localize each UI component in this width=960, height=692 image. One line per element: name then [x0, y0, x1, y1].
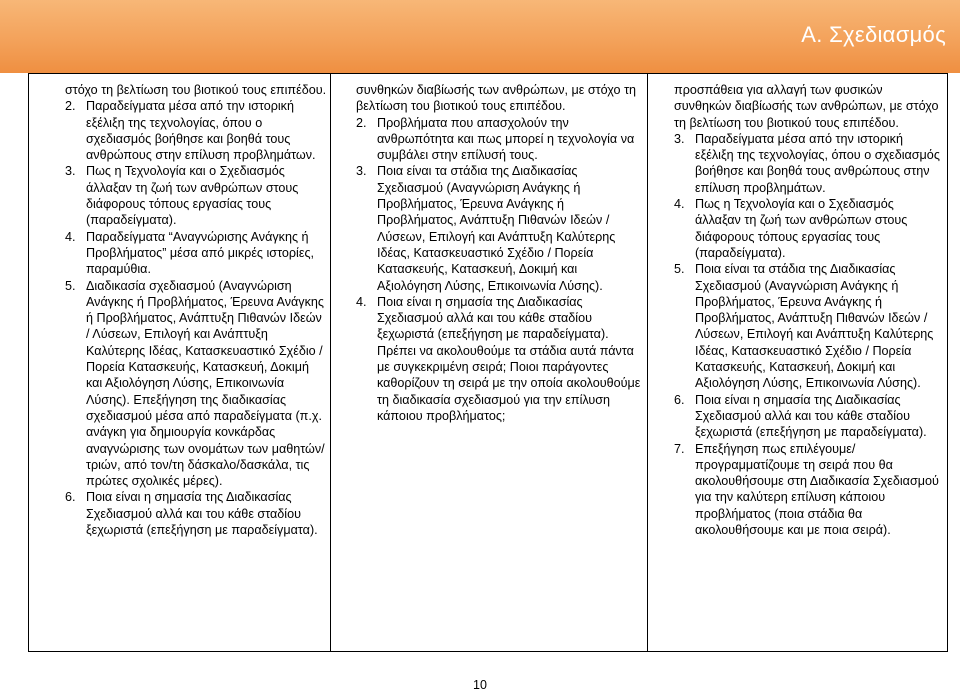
item-number: 4. — [674, 197, 685, 212]
column-divider — [330, 74, 331, 651]
list-item — [674, 392, 942, 441]
item-number: 5. — [674, 262, 685, 277]
list-item — [674, 441, 942, 539]
item-number: 3. — [356, 164, 367, 179]
numbered-list — [65, 98, 327, 538]
item-number: 4. — [356, 294, 367, 309]
column-3 — [674, 82, 942, 538]
item-number: 2. — [65, 99, 76, 114]
item-text: Ποια είναι τα στάδια της Διαδικασίας Σχεδιασμού (Αναγνώριση Ανάγκης ή Προβλήματος, Έρευνα Ανάγκης ή Προβλήματος, Ανάπτυξη Πιθανών Ιδεών / Λύσεων, Επιλογή και Ανάπτυξη Καλύτερης Ιδέας, Κατασκευαστικό Σχέδιο / Πορεία Κατασκευής, Κατασκευή, Δοκιμή και Αξιολόγηση Λύσης, Επικοινωνία Λύσης). — [695, 262, 934, 391]
list-item — [356, 115, 642, 164]
list-item — [674, 261, 942, 391]
item-number: 3. — [65, 164, 76, 179]
item-text: Πως η Τεχνολογία και ο Σχεδιασμός άλλαξαν τη ζωή των ανθρώπων στους διάφορους τόπους εργασίας τους (παραδείγματα). — [695, 197, 908, 260]
numbered-list — [356, 115, 642, 425]
title-bar — [0, 0, 960, 73]
item-text: Διαδικασία σχεδιασμού (Αναγνώριση Ανάγκης ή Προβλήματος, Έρευνα Ανάγκης ή Προβλήματος, Ανάπτυξη Πιθανών Ιδεών / Λύσεων, Επιλογή και Ανάπτυξη Καλύτερης Ιδέας, Κατασκευαστικό Σχέδιο / Πορεία Κατασκευής, Κατασκευή, Δοκιμή και Αξιολόγηση Λύσης, Επικοινωνία Λύσης). Επεξήγηση της διαδικασίας σχεδιασμού μέσα από παραδείγματα (π.χ. ανάγκη για δημιουργία κονκάρδας αναγνώρισης των ονομάτων των μαθητών/τριών, από τον/τη δάσκαλο/δασκάλα, τις πρώτες σχολικές μέρες). — [86, 278, 325, 489]
list-item — [65, 98, 327, 163]
item-number: 6. — [65, 490, 76, 505]
item-text: Παραδείγματα μέσα από την ιστορική εξέλιξη της τεχνολογίας, όπου ο σχεδιασμός βοήθησε και βοηθά τους ανθρώπους στην επίλυση προβλημάτων. — [86, 99, 316, 163]
list-item — [356, 163, 642, 293]
list-item — [65, 489, 327, 538]
item-number: 7. — [674, 441, 685, 456]
item-text: Επεξήγηση πως επιλέγουμε/ προγραμματίζουμε τη σειρά που θα ακολουθήσουμε στη Διαδικασία Σχεδιασμού για την καλύτερη επίλυση κάποιου προβλήματος (ποια στάδια θα ακολουθήσουμε και με ποια σειρά). — [695, 441, 939, 538]
column-lead-text: συνθηκών διαβίωσής των ανθρώπων, με στόχο τη βελτίωση του βιοτικού τους επιπέδου. — [356, 83, 637, 114]
item-number: 5. — [65, 278, 76, 293]
list-item — [674, 196, 942, 261]
list-item — [65, 229, 327, 278]
column-lead-text: στόχο τη βελτίωση του βιοτικού τους επιπέδου. — [65, 83, 327, 97]
item-number: 4. — [65, 229, 76, 244]
numbered-list — [674, 131, 942, 538]
content-table — [28, 73, 948, 652]
item-number: 6. — [674, 392, 685, 407]
item-text: Παραδείγματα μέσα από την ιστορική εξέλιξη της τεχνολογίας, όπου ο σχεδιασμός βοήθησε και βοηθά τους ανθρώπους στην επίλυση προβλημάτων. — [695, 131, 940, 195]
page-number: 10 — [473, 678, 487, 692]
item-text: Ποια είναι η σημασία της Διαδικασίας Σχεδιασμού αλλά και του κάθε σταδίου ξεχωριστά (επεξήγηση με παραδείγματα). — [86, 490, 318, 538]
item-number: 2. — [356, 115, 367, 130]
item-text: Ποια είναι τα στάδια της Διαδικασίας Σχεδιασμού (Αναγνώριση Ανάγκης ή Προβλήματος, Έρευνα Ανάγκης ή Προβλήματος, Ανάπτυξη Πιθανών Ιδεών / Λύσεων, Επιλογή και Ανάπτυξη Καλύτερης Ιδέας, Κατασκευαστικό Σχέδιο / Πορεία Κατασκευής, Κατασκευή, Δοκιμή και Αξιολόγηση Λύσης, Επικοινωνία Λύσης). — [377, 164, 616, 293]
page-title: Α. Σχεδιασμός — [801, 22, 946, 47]
list-item — [65, 163, 327, 228]
item-text: Πως η Τεχνολογία και ο Σχεδιασμός άλλαξαν τη ζωή των ανθρώπων στους διάφορους τόπους εργασίας τους (παραδείγματα). — [86, 164, 299, 228]
item-text: Προβλήματα που απασχολούν την ανθρωπότητα και πως μπορεί η τεχνολογία να συμβάλει στην επίλυσή τους. — [377, 115, 635, 163]
item-text: Παραδείγματα “Αναγνώρισης Ανάγκης ή Προβλήματος” μέσα από μικρές ιστορίες, παραμύθια. — [86, 229, 315, 277]
item-text: Ποια είναι η σημασία της Διαδικασίας Σχεδιασμού αλλά και του κάθε σταδίου ξεχωριστά (επεξήγηση με παραδείγματα). — [695, 392, 927, 440]
column-1 — [65, 82, 327, 538]
item-text: Ποια είναι η σημασία της Διαδικασίας Σχεδιασμού αλλά και του κάθε σταδίου ξεχωριστά (επεξήγηση με παραδείγματα). Πρέπει να ακολουθούμε τα στάδια αυτά πάντα με συγκεκριμένη σειρά; Ποιοι παράγοντες καθορίζουν τη σειρά με την οποία ακολουθούμε τη διαδικασία σχεδιασμού για την επίλυση κάποιου προβλήματος; — [377, 294, 641, 423]
list-item — [674, 131, 942, 196]
column-divider — [647, 74, 648, 651]
item-number: 3. — [674, 131, 685, 146]
list-item — [356, 294, 642, 424]
column-2 — [356, 82, 642, 424]
column-lead-text: προσπάθεια για αλλαγή των φυσικών συνθηκών διαβίωσής των ανθρώπων, με στόχο τη βελτίωση του βιοτικού τους επιπέδου. — [674, 83, 939, 130]
list-item — [65, 278, 327, 490]
